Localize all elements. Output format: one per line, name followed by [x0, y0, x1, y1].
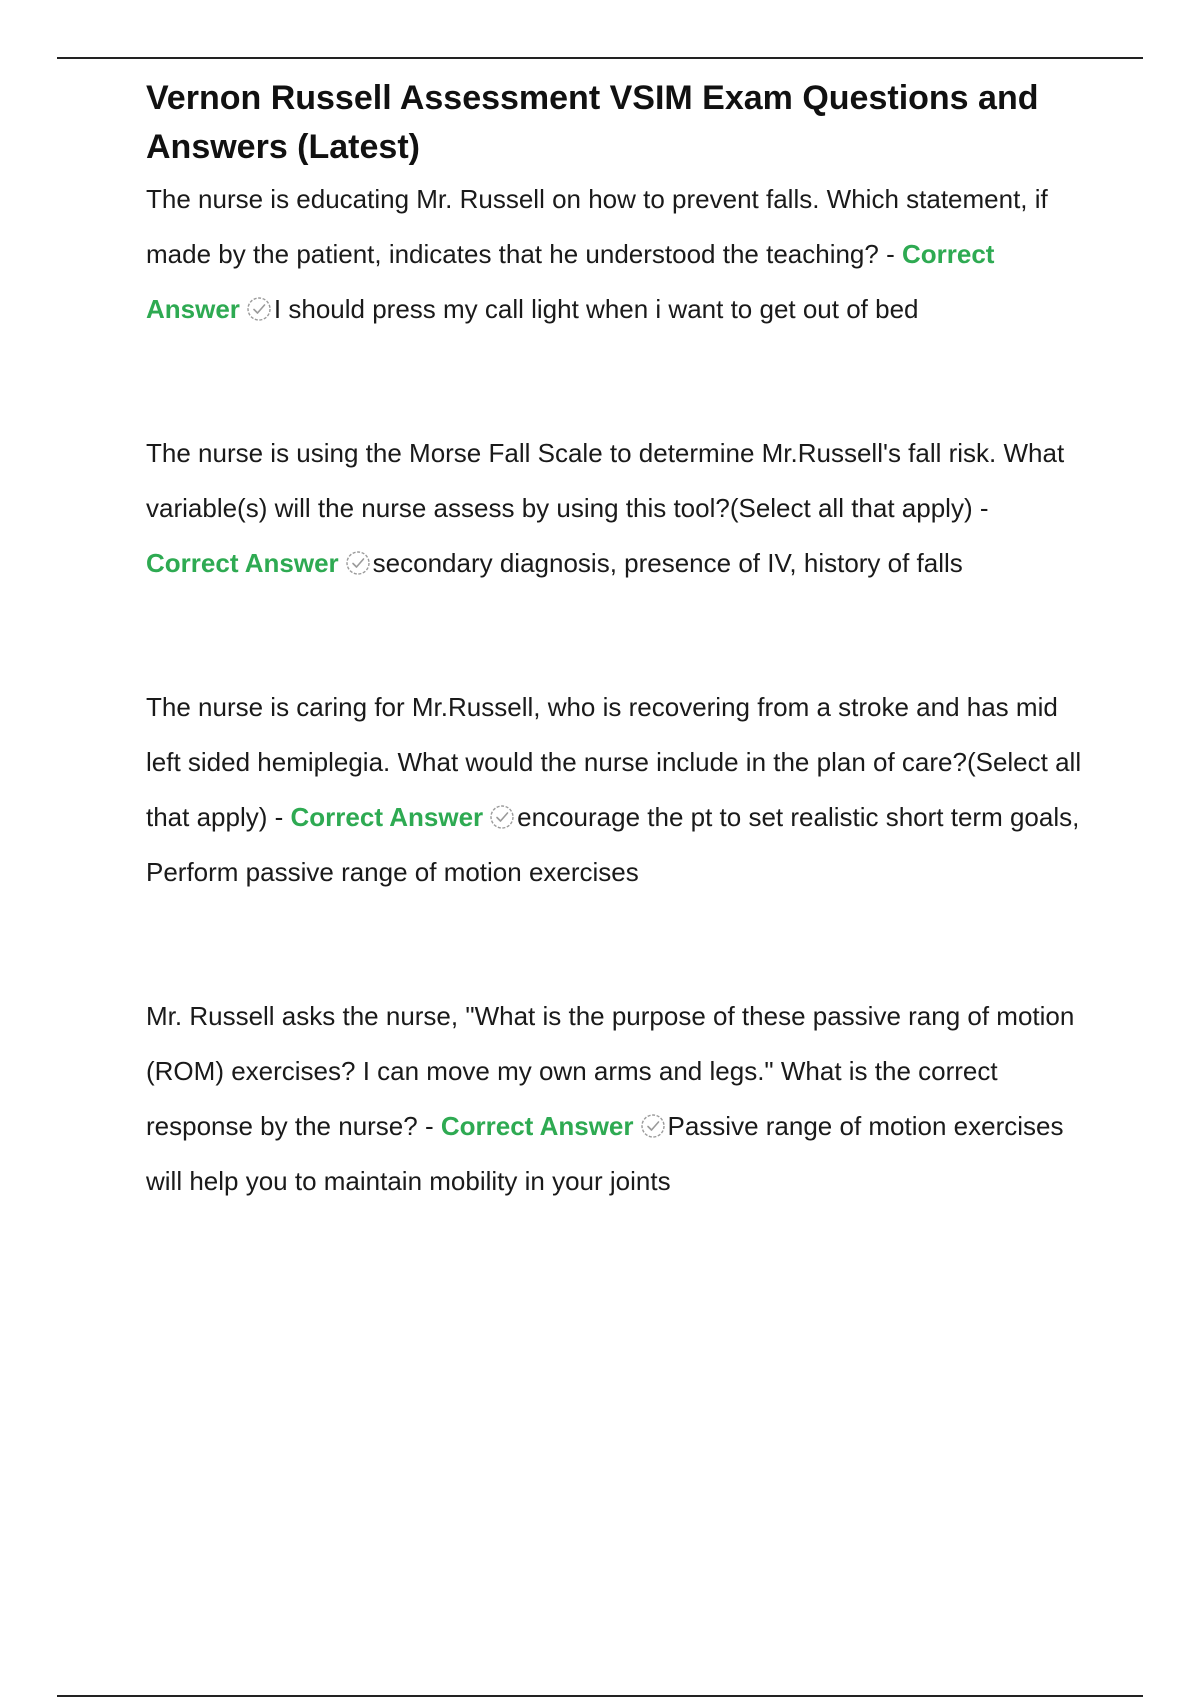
- check-badge-icon: [640, 1113, 666, 1139]
- correct-answer-label: Correct Answer: [290, 802, 484, 832]
- document-body: [146, 74, 1086, 1209]
- correct-answer-label: Correct Answer: [440, 1111, 634, 1141]
- qa-item-4: [146, 989, 1086, 1209]
- correct-answer-label: Correct Answer: [146, 548, 339, 578]
- qa-item-3: [146, 680, 1086, 900]
- document-title: Vernon Russell Assessment VSIM Exam Questions and Answers (Latest): [146, 79, 1039, 166]
- check-badge-icon: [489, 804, 515, 830]
- bottom-rule: [57, 1695, 1143, 1697]
- answer-text: I should press my call light when i want to get out of bed: [273, 294, 919, 324]
- question-text: Mr. Russell asks the nurse, "What is the purpose of these passive rang of motion (ROM) exercises? I can move my own arms and legs." What is the correct response by the nurse?: [146, 1001, 1075, 1141]
- correct-answer-label: Correct Answer: [146, 239, 995, 324]
- separator: -: [417, 1111, 441, 1141]
- answer-text: encourage the pt to set realistic short term goals, Perform passive range of motion exercises: [146, 802, 1080, 887]
- question-text: The nurse is educating Mr. Russell on how to prevent falls. Which statement, if made by the patient, indicates that he understood the teaching?: [146, 184, 1048, 269]
- qa-item-1: [146, 172, 1086, 337]
- check-badge-icon: [246, 296, 272, 322]
- separator: -: [267, 802, 291, 832]
- separator: -: [878, 239, 902, 269]
- separator: -: [972, 493, 989, 523]
- question-text: The nurse is using the Morse Fall Scale to determine Mr.Russell's fall risk. What variable(s) will the nurse assess by using this tool?(Select all that apply): [146, 438, 1065, 523]
- qa-item-2: [146, 426, 1086, 591]
- answer-text: secondary diagnosis, presence of IV, history of falls: [372, 548, 963, 578]
- question-text: The nurse is caring for Mr.Russell, who is recovering from a stroke and has mid left sided hemiplegia. What would the nurse include in the plan of care?(Select all that apply): [146, 692, 1082, 832]
- answer-text: Passive range of motion exercises will help you to maintain mobility in your joints: [146, 1111, 1064, 1196]
- top-rule: [57, 57, 1143, 59]
- check-badge-icon: [345, 550, 371, 576]
